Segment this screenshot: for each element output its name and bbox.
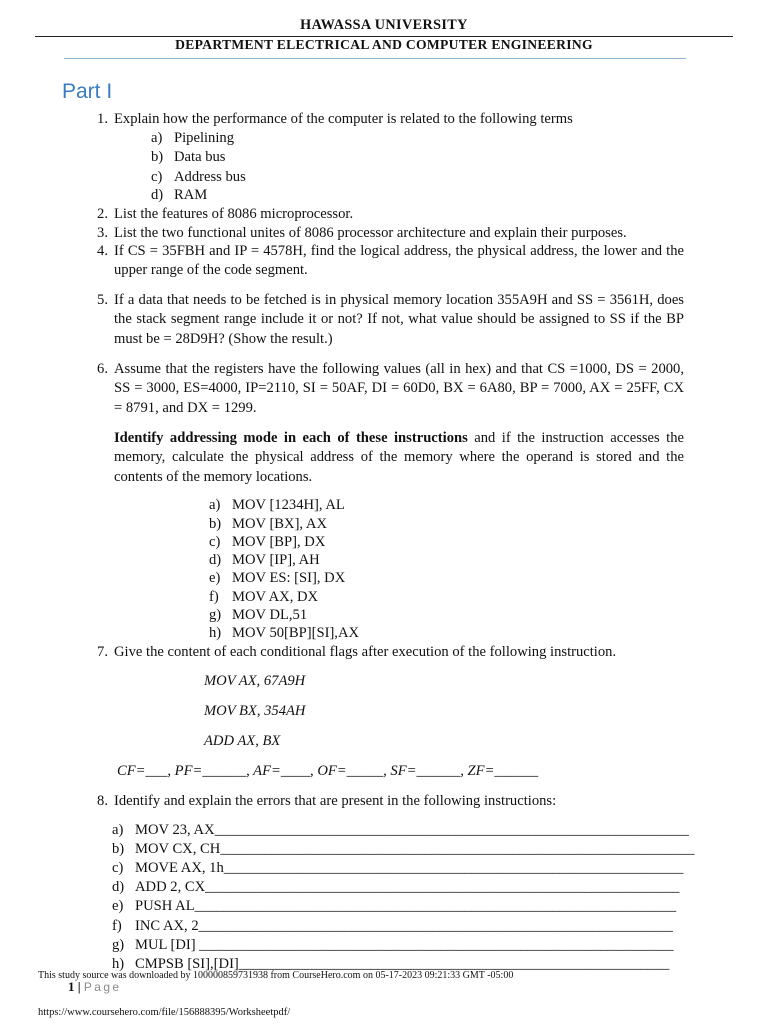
list-item: MOV [BX], AX — [232, 516, 328, 532]
question-text: Identify and explain the errors that are present in the following instructions: — [114, 793, 557, 809]
list-item: MUL [DI] _________________________________________________________________ — [135, 937, 674, 953]
department-name: DEPARTMENT ELECTRICAL AND COMPUTER ENGINEERING — [175, 37, 593, 52]
question-text: If a data that needs to be fetched is in physical memory location 355A9H and SS = 3561H, does the stack segment range include it or not? If not, what value should be assigned to SS if the BP must be = 28D9H? (Show the result.) — [114, 292, 684, 347]
source-url: https://www.coursehero.com/file/156888395/Worksheetpdf/ — [38, 1007, 291, 1018]
list-item: MOV ES: [SI], DX — [232, 570, 346, 586]
question-number: 1. — [97, 111, 108, 127]
question-text: If CS = 35FBH and IP = 4578H, find the logical address, the physical address, the lower and the upper range of the code segment. — [114, 243, 684, 279]
question-number: 8. — [97, 793, 108, 809]
instruction-emphasis: Identify addressing mode in each of these instructions — [114, 430, 468, 446]
list-item: MOV 23, AX_________________________________________________________________ — [135, 822, 689, 838]
list-label: b) — [112, 841, 125, 857]
list-label: d) — [112, 879, 125, 895]
list-item: MOV DL,51 — [232, 607, 308, 623]
list-label: g) — [112, 937, 125, 953]
page-footer — [68, 979, 122, 995]
list-label: g) — [209, 607, 222, 623]
page-separator: | — [77, 979, 81, 994]
list-label: h) — [209, 625, 222, 641]
code-line: MOV BX, 354AH — [204, 703, 306, 719]
list-label: c) — [209, 534, 221, 550]
list-label: c) — [112, 860, 124, 876]
code-line: ADD AX, BX — [204, 733, 281, 749]
list-item: MOV CX, CH_________________________________________________________________ — [135, 841, 695, 857]
question-number: 2. — [97, 206, 108, 222]
list-label: b) — [151, 149, 164, 165]
list-item: ADD 2, CX_________________________________________________________________ — [135, 879, 680, 895]
list-item: Address bus — [174, 169, 246, 185]
list-item: CMPSB [SI],[DI]___________________________________________________________ — [135, 956, 670, 972]
list-label: b) — [209, 516, 222, 532]
list-label: h) — [112, 956, 125, 972]
page-word: Page — [83, 980, 122, 994]
list-label: a) — [151, 130, 163, 146]
question-text: List the two functional unites of 8086 processor architecture and explain their purposes. — [114, 225, 627, 241]
list-item: PUSH AL__________________________________________________________________ — [135, 898, 677, 914]
instruction-paragraph — [114, 429, 684, 487]
question-number: 4. — [97, 243, 108, 259]
flags-answer-line: CF=___, PF=______, AF=____, OF=_____, SF=______, ZF=______ — [117, 763, 539, 779]
question-number: 3. — [97, 225, 108, 241]
list-label: a) — [209, 497, 221, 513]
list-label: f) — [209, 589, 219, 605]
list-item: MOV [1234H], AL — [232, 497, 345, 513]
list-item: MOV [BP], DX — [232, 534, 326, 550]
question-text: List the features of 8086 microprocessor. — [114, 206, 354, 222]
question-text: Explain how the performance of the computer is related to the following terms — [114, 111, 573, 127]
question-number: 6. — [97, 361, 108, 377]
instruction-rest: and if the instruction accesses the memory, calculate the physical address of the memory where the operand is stored and the contents of the memory locations. — [114, 430, 684, 485]
page-number: 1 — [68, 979, 75, 994]
university-name: HAWASSA UNIVERSITY — [300, 17, 468, 33]
list-item: MOV AX, DX — [232, 589, 319, 605]
list-label: a) — [112, 822, 124, 838]
download-watermark: This study source was downloaded by 100000859731938 from CourseHero.com on 05-17-2023 09:21:33 GMT -05:00 — [38, 970, 514, 981]
list-label: e) — [112, 898, 124, 914]
list-label: f) — [112, 918, 122, 934]
list-label: d) — [209, 552, 222, 568]
question-text: Assume that the registers have the following values (all in hex) and that CS =1000, DS = 2000, SS = 3000, ES=4000, IP=2110, SI = 50AF, DI = 60D0, BX = 6A80, BP = 7000, AX = 25FF, CX = 8791, and DX = 1299. — [114, 361, 684, 416]
list-label: c) — [151, 169, 163, 185]
list-item: MOVE AX, 1h_______________________________________________________________ — [135, 860, 684, 876]
list-label: d) — [151, 187, 164, 203]
list-item: Pipelining — [174, 130, 234, 146]
header-underline — [64, 58, 686, 59]
question-text: Give the content of each conditional flags after execution of the following instruction. — [114, 644, 617, 660]
code-line: MOV AX, 67A9H — [204, 673, 306, 689]
list-item: RAM — [174, 187, 208, 203]
list-item: Data bus — [174, 149, 226, 165]
list-label: e) — [209, 570, 221, 586]
list-item: MOV [IP], AH — [232, 552, 320, 568]
question-number: 5. — [97, 292, 108, 308]
list-item: INC AX, 2_________________________________________________________________ — [135, 918, 673, 934]
section-title: Part I — [62, 80, 113, 103]
question-number: 7. — [97, 644, 108, 660]
list-item: MOV 50[BP][SI],AX — [232, 625, 360, 641]
